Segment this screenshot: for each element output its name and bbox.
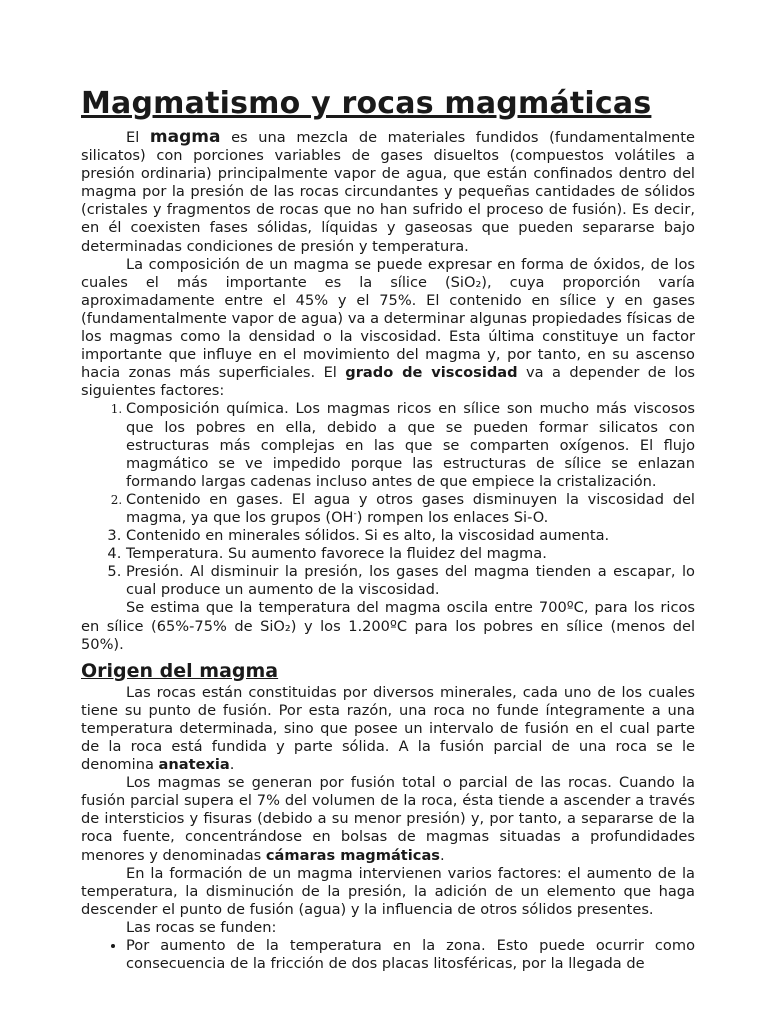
paragraph-anatexia: Las rocas están constituidas por diversos minerales, cada uno de los cuales tiene su punto de fusión. Por esta razón, una roca no funde íntegramente a una temperatura determinada, sino que posee un intervalo de fusión en el cual parte de la roca está fundida y parte sólida. A la fusión parcial de una roca se le denomina anatexia. bbox=[81, 683, 695, 774]
paragraph-temperature: Se estima que la temperatura del magma oscila entre 700ºC, para los ricos en sílice (65%-75% de SiO₂) y los 1.200ºC para los pobres en sílice (menos del 50%). bbox=[81, 599, 695, 653]
list-item: 3. Contenido en minerales sólidos. Si es alto, la viscosidad aumenta. bbox=[126, 527, 695, 545]
list-item: 4. Temperatura. Su aumento favorece la fluidez del magma. bbox=[126, 545, 695, 563]
term-magma: magma bbox=[149, 127, 221, 147]
paragraph-magma-definition: El magma es una mezcla de materiales fundidos (fundamentalmente silicatos) con porciones variables de gases disueltos (compuestos volátiles a presión ordinaria) principalmente vapor de agua, que están confinados dentro del magma por la presión de las rocas circundantes y pequeñas cantidades de sólidos (cristales y fragmentos de rocas que no han sufrido el proceso de fusión). Es decir, en él coexisten fases sólidas, líquidas y gaseosas que pueden separarse bajo determinadas condiciones de presión y temperatura. bbox=[81, 127, 695, 255]
page-title: Magmatismo y rocas magmáticas bbox=[81, 86, 652, 121]
list-item: • Por aumento de la temperatura en la zona. Esto puede ocurrir como consecuencia de la fricción de dos placas litosféricas, por la llegada de bbox=[126, 937, 695, 973]
paragraph-magma-generation: Los magmas se generan por fusión total o parcial de las rocas. Cuando la fusión parcial supera el 7% del volumen de la roca, ésta tiende a ascender a través de intersticios y fisuras (debido a su menor presión) y, por tanto, a separarse de la roca fuente, concentrándose en bolsas de magmas situadas a profundidades menores y denominadas cámaras magmáticas. bbox=[81, 774, 695, 864]
term-viscosity: grado de viscosidad bbox=[345, 364, 518, 382]
list-item: 1. Composición química. Los magmas ricos en sílice son mucho más viscosos que los pobres en ella, debido a que se pueden formar silicatos con estructuras más complejas en las que se comparten oxígenos. El flujo magmático se ve impedido porque las estructuras de sílice se enlazan formando largas cadenas incluso antes de que empiece la cristalización. bbox=[126, 400, 695, 490]
paragraph-composition: La composición de un magma se puede expresar en forma de óxidos, de los cuales el más importante es la sílice (SiO₂), cuya proporción varía aproximadamente entre el 45% y el 75%. El contenido en sílice y en gases (fundamentalmente vapor de agua) va a determinar algunas propiedades físicas de los magmas como la densidad o la viscosidad. Esta última constituye un factor importante que influye en el movimiento del magma y, por tanto, en su ascenso hacia zonas más superficiales. El grado de viscosidad va a depender de los siguientes factores: bbox=[81, 255, 695, 400]
section-title-origin: Origen del magma bbox=[81, 659, 279, 682]
melting-causes-list bbox=[81, 937, 695, 973]
paragraph-formation-factors: En la formación de un magma intervienen varios factores: el aumento de la temperatura, la disminución de la presión, la adición de un elemento que haga descender el punto de fusión (agua) y la influencia de otros sólidos presentes. bbox=[81, 864, 695, 918]
viscosity-factors-list bbox=[81, 400, 695, 599]
list-item: 2. Contenido en gases. El agua y otros gases disminuyen la viscosidad del magma, ya que los grupos (OH-) rompen los enlaces Si-O. bbox=[126, 491, 695, 527]
document-body bbox=[81, 86, 695, 973]
list-item: 5. Presión. Al disminuir la presión, los gases del magma tienden a escapar, lo cual produce un aumento de la viscosidad. bbox=[126, 563, 695, 599]
term-magma-chambers: cámaras magmáticas bbox=[265, 846, 440, 864]
term-anatexia: anatexia bbox=[158, 756, 230, 774]
paragraph-rocks-melt: Las rocas se funden: bbox=[126, 918, 277, 936]
